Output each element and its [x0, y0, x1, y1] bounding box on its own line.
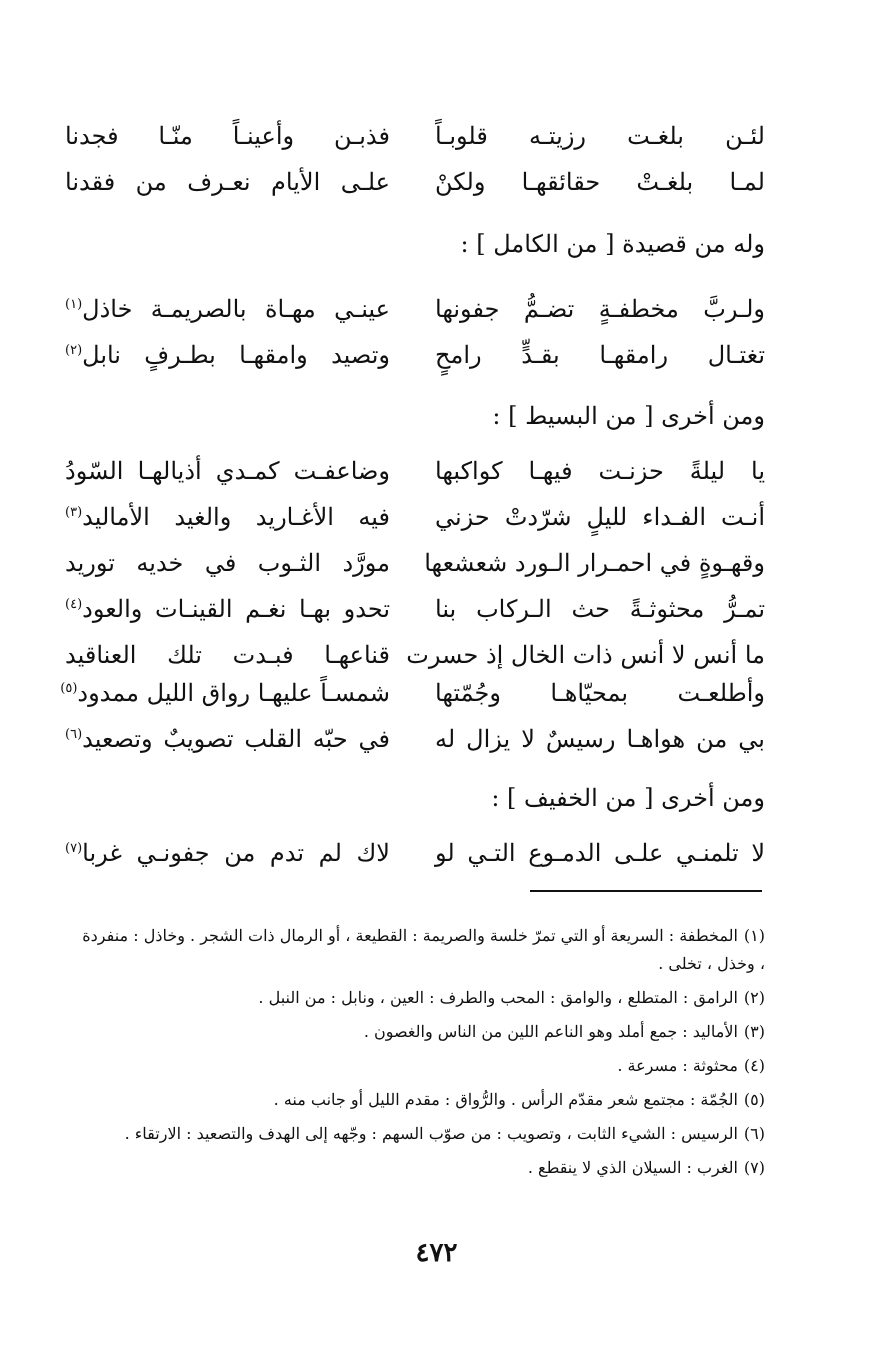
hemistich-text: في حبّه القلب تصويبٌ وتصعيد: [82, 725, 390, 753]
section-heading-kamil: وله من قصيدة [ من الكامل ] :: [460, 230, 765, 258]
second-hemistich: [60, 670, 390, 716]
second-hemistich: [65, 286, 390, 332]
verse-line: [65, 159, 765, 205]
page-number: ٤٧٢: [415, 1238, 458, 1268]
footnote-divider: [530, 890, 762, 892]
hemistich-text: عينـي مهـاة بالصريمـة خاذل: [82, 295, 390, 323]
footnote: [75, 1086, 765, 1114]
footnote: [75, 1120, 765, 1148]
section-heading-khafif: ومن أخرى [ من الخفيف ] :: [491, 784, 765, 812]
hemistich-text: فيه الأغـاريد والغيد الأماليد: [82, 503, 390, 531]
verse-line: [65, 830, 765, 876]
footnote-marker: (٣): [65, 505, 83, 520]
footnote-number: (٢): [743, 988, 765, 1007]
first-hemistich: وأطلعـت بمحيّاهـا وجُمّتها: [435, 679, 765, 707]
verse-line: [65, 716, 765, 762]
footnote-text: الرسيس : الشيء الثابت ، وتصويب : من صوّب السهم : وجّهه إلى الهدف والتصعيد : الارتقاء .: [124, 1124, 738, 1143]
first-hemistich: تغتـال رامقهـا بقـدٍّ رامحٍ: [435, 341, 765, 369]
footnote-number: (١): [743, 926, 765, 945]
verse-line: [65, 586, 765, 632]
footnote-number: (٧): [743, 1158, 765, 1177]
footnote-marker: (٤): [65, 597, 83, 612]
hemistich-text: تحدو بهـا نغـم القينـات والعود: [82, 595, 390, 623]
footnote-text: الأماليد : جمع أملد وهو الناعم اللين من الناس والغصون .: [363, 1022, 738, 1041]
verse-line: [65, 494, 765, 540]
first-hemistich: لئـن بلغـت رزيتـه قلوبـاً: [435, 122, 765, 150]
footnote-number: (٤): [743, 1056, 765, 1075]
verse-line: [65, 113, 765, 159]
footnote-marker: (١): [65, 297, 83, 312]
verse-line: [65, 286, 765, 332]
first-hemistich: ما أنس لا أنس ذات الخال إذ حسرت: [406, 641, 765, 669]
first-hemistich: يا ليلةً حزنـت فيهـا كواكبها: [435, 457, 765, 485]
footnote: [75, 922, 765, 978]
verse-line: [65, 332, 765, 378]
first-hemistich: أنـت الفـداء لليلٍ شرّدتْ حزني: [435, 503, 765, 531]
hemistich-text: وتصيد وامقهـا بطـرفٍ نابل: [82, 341, 390, 369]
footnote-marker: (٧): [65, 841, 83, 856]
second-hemistich: قناعهـا فبـدت تلك العناقيد: [65, 641, 390, 669]
footnote-marker: (٦): [65, 727, 83, 742]
verse-line: [65, 448, 765, 494]
hemistich-text: شمسـاً عليهـا رواق الليل ممدود: [77, 679, 390, 707]
footnote-number: (٥): [743, 1090, 765, 1109]
second-hemistich: علـى الأيام نعـرف من فقدنا: [65, 168, 390, 196]
footnote-text: المخطفة : السريعة أو التي تمرّ خلسة والصريمة : القطيعة ، أو الرمال ذات الشجر . وخاذل : منفردة ، وخذل ، تخلى .: [82, 926, 765, 973]
second-hemistich: [65, 830, 390, 876]
second-hemistich: مورَّد الثـوب في خديه توريد: [65, 549, 390, 577]
footnote-text: الجُمّة : مجتمع شعر مقدّم الرأس . والرُّواق : مقدم الليل أو جانب منه .: [273, 1090, 738, 1109]
footnote: [75, 1154, 765, 1182]
first-hemistich: وقهـوةٍ في احمـرار الـورد شعشعها: [424, 549, 765, 577]
section-heading-basit: ومن أخرى [ من البسيط ] :: [492, 402, 765, 430]
footnote: [75, 1018, 765, 1046]
second-hemistich: وضاعفـت كمـدي أذيالهـا السّودُ: [65, 457, 390, 485]
footnote-text: محثوثة : مسرعة .: [617, 1056, 738, 1075]
footnotes: [75, 922, 765, 1188]
footnote: [75, 1052, 765, 1080]
first-hemistich: لمـا بلغـتْ حقائقهـا ولكنْ: [435, 168, 765, 196]
second-hemistich: فذبـن وأعينـاً منّـا فجدنا: [65, 122, 390, 150]
first-hemistich: بي من هواهـا رسيسٌ لا يزال له: [435, 725, 765, 753]
second-hemistich: [65, 332, 390, 378]
footnote-marker: (٥): [60, 681, 78, 696]
second-hemistich: [65, 494, 390, 540]
second-hemistich: [65, 586, 390, 632]
first-hemistich: تمـرُّ محثوثـةً حث الـركاب بنا: [435, 595, 765, 623]
footnote-marker: (٢): [65, 343, 83, 358]
verse-line: [60, 670, 765, 716]
first-hemistich: ولـربَّ مخطفـةٍ تضـمُّ جفونها: [435, 295, 765, 323]
footnote-text: الرامق : المتطلع ، والوامق : المحب والطرف : العين ، ونابل : من النبل .: [258, 988, 738, 1007]
hemistich-text: لاك لم تدم من جفونـي غربا: [82, 839, 390, 867]
footnote-text: الغرب : السيلان الذي لا ينقطع .: [527, 1158, 738, 1177]
first-hemistich: لا تلمنـي علـى الدمـوع التـي لو: [435, 839, 765, 867]
verse-line: [65, 540, 765, 586]
footnote-number: (٣): [743, 1022, 765, 1041]
second-hemistich: [65, 716, 390, 762]
footnote: [75, 984, 765, 1012]
footnote-number: (٦): [743, 1124, 765, 1143]
